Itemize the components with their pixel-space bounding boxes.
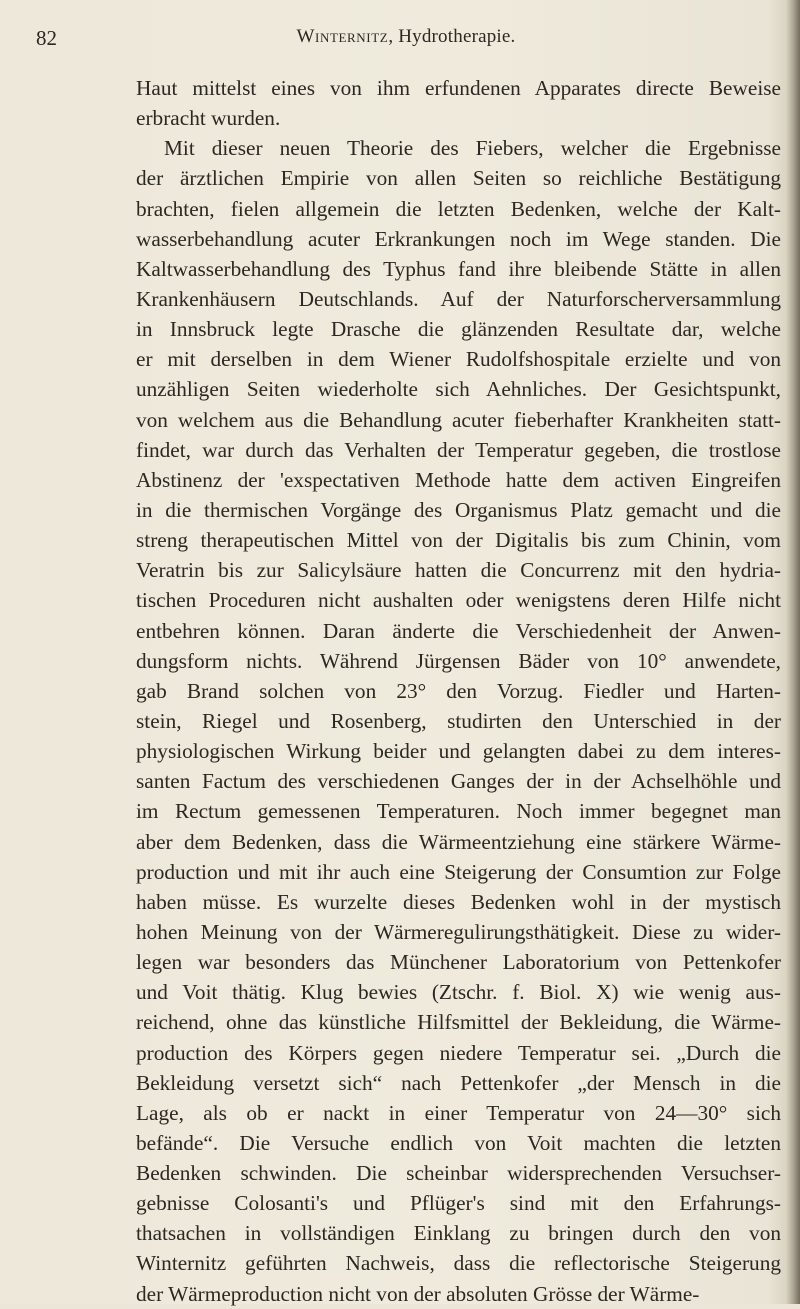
page-number: 82: [36, 26, 57, 50]
text-line: production und mit ihr auch eine Steigerung der Consumtion zur Folge: [136, 859, 781, 884]
text-line: reichend, ohne das künstliche Hilfsmittel der Bekleidung, die Wärme-: [136, 1010, 781, 1035]
text-line: Bekleidung versetzt sich“ nach Pettenkofer „der Mensch in die: [136, 1070, 781, 1095]
text-line: in die thermischen Vorgänge des Organismus Platz gemacht und die: [136, 497, 781, 522]
text-line: thatsachen in vollständigen Einklang zu bringen durch den von: [136, 1221, 781, 1246]
text-line: und Voit thätig. Klug bewies (Ztschr. f. Biol. X) wie wenig aus-: [136, 980, 781, 1005]
text-line: Lage, als ob er nackt in einer Temperatur von 24—30° sich: [136, 1100, 781, 1125]
text-line: streng therapeutischen Mittel von der Digitalis bis zum Chinin, vom: [136, 528, 781, 553]
text-line: Mit dieser neuen Theorie des Fiebers, welcher die Ergebnisse: [164, 136, 781, 161]
text-line: Krankenhäusern Deutschlands. Auf der Naturforscherversammlung: [136, 286, 781, 311]
text-line: von welchem aus die Behandlung acuter fieberhafter Krankheiten statt-: [136, 407, 781, 432]
text-line: unzähligen Seiten wiederholte sich Aehnliches. Der Gesichtspunkt,: [136, 377, 781, 402]
text-line: stein, Riegel und Rosenberg, studirten den Unterschied in der: [136, 708, 781, 733]
text-line: in Innsbruck legte Drasche die glänzenden Resultate dar, welche: [136, 317, 781, 342]
text-line: erbracht wurden.: [136, 106, 281, 131]
body-text: [136, 73, 781, 1309]
text-line: er mit derselben in dem Wiener Rudolfshospitale erzielte und von: [136, 347, 781, 372]
running-title-author: Winternitz: [296, 26, 389, 47]
text-line: aber dem Bedenken, dass die Wärmeentziehung eine stärkere Wärme-: [136, 829, 781, 854]
text-line: entbehren können. Daran änderte die Verschiedenheit der Anwen-: [136, 618, 781, 643]
text-line: production des Körpers gegen niedere Temperatur sei. „Durch die: [136, 1040, 781, 1065]
text-line: im Rectum gemessenen Temperaturen. Noch immer begegnet man: [136, 799, 781, 824]
text-line: physiologischen Wirkung beider und gelangten dabei zu dem interes-: [136, 739, 781, 764]
text-line: Abstinenz der 'exspectativen Methode hatte dem activen Eingreifen: [136, 467, 781, 492]
text-line: der Wärmeproduction nicht von der absoluten Grösse der Wärme-: [136, 1281, 700, 1306]
running-title-rest: , Hydrotherapie.: [388, 26, 516, 47]
text-line: findet, war durch das Verhalten der Temperatur gegeben, die trostlose: [136, 437, 781, 462]
text-line: Winternitz geführten Nachweis, dass die reflectorische Steigerung: [136, 1251, 781, 1276]
text-line: haben müsse. Es wurzelte dieses Bedenken wohl in der mystisch: [136, 889, 781, 914]
text-line: Haut mittelst eines von ihm erfundenen Apparates directe Beweise: [136, 76, 781, 100]
text-line: Kaltwasserbehandlung des Typhus fand ihre bleibende Stätte in allen: [136, 256, 781, 281]
text-line: der ärztlichen Empirie von allen Seiten so reichliche Bestätigung: [136, 166, 781, 191]
text-line: dungsform nichts. Während Jürgensen Bäder von 10° anwendete,: [136, 648, 781, 673]
page-header: [36, 26, 776, 54]
page-edge-shadow: [786, 0, 800, 1304]
text-line: hohen Meinung von der Wärmeregulirungsthätigkeit. Diese zu wider-: [136, 919, 781, 944]
text-line: Bedenken schwinden. Die scheinbar widersprechenden Versuchser-: [136, 1161, 781, 1186]
text-line: brachten, fielen allgemein die letzten Bedenken, welche der Kalt-: [136, 196, 781, 221]
text-line: santen Factum des verschiedenen Ganges der in der Achselhöhle und: [136, 769, 781, 794]
text-line: gab Brand solchen von 23° den Vorzug. Fiedler und Harten-: [136, 678, 781, 703]
text-line: wasserbehandlung acuter Erkrankungen noch im Wege standen. Die: [136, 226, 781, 251]
text-line: gebnisse Colosanti's und Pflüger's sind mit den Erfahrungs-: [136, 1191, 781, 1216]
text-line: legen war besonders das Münchener Laboratorium von Pettenkofer: [136, 950, 781, 975]
text-line: tischen Proceduren nicht aushalten oder wenigstens deren Hilfe nicht: [136, 588, 781, 613]
text-line: befände“. Die Versuche endlich von Voit machten die letzten: [136, 1130, 781, 1155]
text-line: Veratrin bis zur Salicylsäure hatten die Concurrenz mit den hydria-: [136, 558, 781, 583]
running-title: [36, 26, 776, 48]
